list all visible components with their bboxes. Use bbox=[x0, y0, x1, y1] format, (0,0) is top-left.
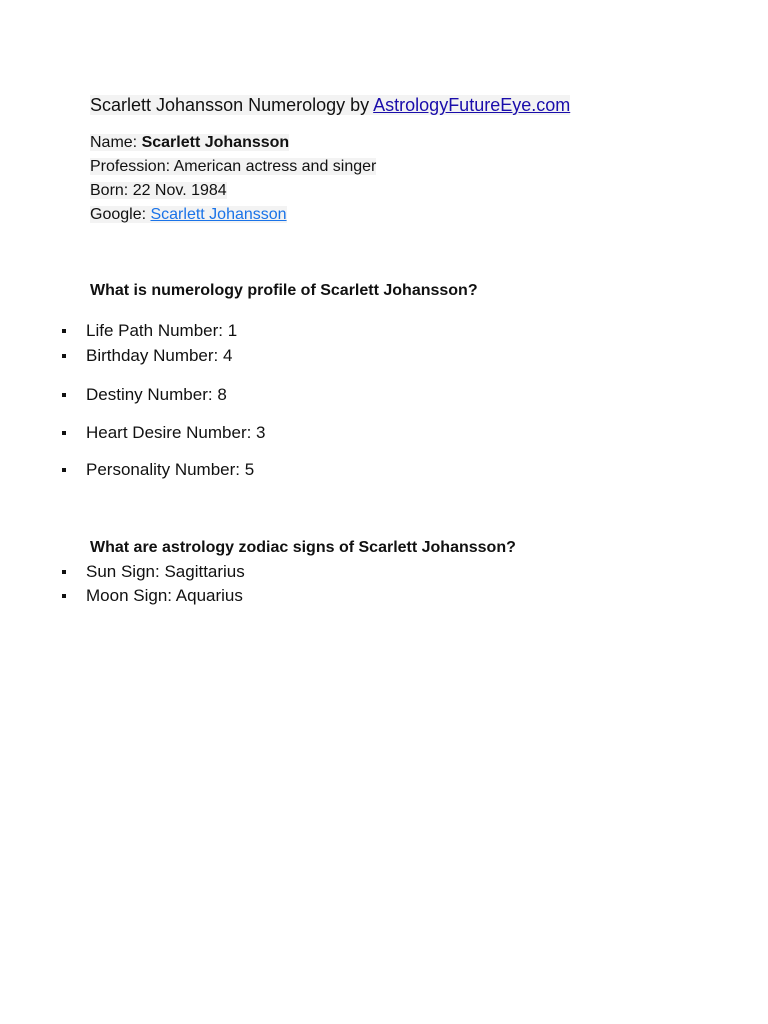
google-link[interactable]: Scarlett Johansson bbox=[150, 206, 287, 223]
list-item: Destiny Number: 8 bbox=[62, 383, 227, 407]
title-text: Scarlett Johansson Numerology by bbox=[90, 95, 374, 115]
bullet-icon bbox=[62, 393, 66, 397]
bullet-icon bbox=[62, 329, 66, 333]
list-item: Birthday Number: 4 bbox=[62, 344, 232, 368]
profile-info bbox=[90, 131, 376, 227]
bullet-icon bbox=[62, 354, 66, 358]
list-item: Sun Sign: Sagittarius bbox=[62, 560, 245, 584]
site-link[interactable]: AstrologyFutureEye.com bbox=[373, 95, 571, 115]
google-label: Google: bbox=[90, 206, 151, 223]
numerology-question: What is numerology profile of Scarlett Johansson? bbox=[90, 282, 478, 299]
zodiac-question: What are astrology zodiac signs of Scarlett Johansson? bbox=[90, 539, 516, 556]
name-label: Name: bbox=[90, 134, 142, 151]
list-item: Personality Number: 5 bbox=[62, 458, 254, 482]
profession-text: Profession: American actress and singer bbox=[90, 158, 377, 175]
list-item: Heart Desire Number: 3 bbox=[62, 421, 266, 445]
name-row bbox=[90, 131, 376, 155]
born-text: Born: 22 Nov. 1984 bbox=[90, 182, 227, 199]
bullet-icon bbox=[62, 468, 66, 472]
name-value: Scarlett Johansson bbox=[141, 134, 290, 151]
page-title bbox=[90, 92, 570, 118]
bullet-icon bbox=[62, 431, 66, 435]
list-item: Moon Sign: Aquarius bbox=[62, 584, 243, 608]
profession-row bbox=[90, 155, 376, 179]
born-row bbox=[90, 179, 376, 203]
bullet-icon bbox=[62, 570, 66, 574]
google-row bbox=[90, 203, 376, 227]
list-item: Life Path Number: 1 bbox=[62, 319, 237, 343]
bullet-icon bbox=[62, 594, 66, 598]
